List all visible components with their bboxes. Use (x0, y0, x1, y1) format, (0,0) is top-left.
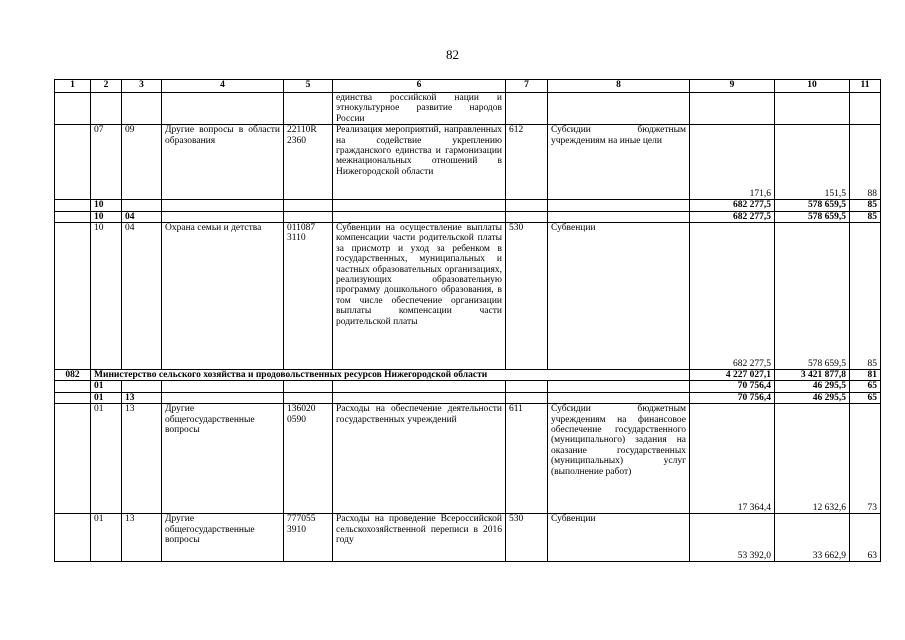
cell-col10: 578 659,5 (775, 200, 850, 211)
cell-col10: 33 662,9 (775, 514, 850, 562)
cell-col11 (850, 93, 881, 125)
cell-col6: Расходы на обеспечение деятельности государственных учреждений (333, 404, 506, 514)
cell-col4 (162, 93, 284, 125)
cell-col8 (548, 93, 690, 125)
cell-col9: 53 392,0 (690, 514, 775, 562)
cell-col8 (548, 211, 690, 222)
section-row (55, 392, 881, 403)
cell-col1 (55, 93, 91, 125)
cell-col8 (548, 200, 690, 211)
cell-col7 (506, 381, 548, 392)
cell-col10: 12 632,6 (775, 404, 850, 514)
cell-col3: 13 (122, 392, 162, 403)
cell-col6 (333, 381, 506, 392)
cell-col1 (55, 404, 91, 514)
cell-col6 (333, 211, 506, 222)
column-number: 9 (690, 80, 775, 93)
cell-col3: 04 (122, 211, 162, 222)
cell-col11: 88 (850, 125, 881, 200)
cell-col2: 10 (91, 211, 122, 222)
cell-col7: 530 (506, 223, 548, 370)
cell-col3 (122, 381, 162, 392)
cell-col2: 10 (91, 223, 122, 370)
cell-col10: 46 295,5 (775, 381, 850, 392)
cell-col3: 09 (122, 125, 162, 200)
cell-col5: 136020 0590 (284, 404, 333, 514)
cell-col10: 151,5 (775, 125, 850, 200)
cell-col1 (55, 125, 91, 200)
cell-col7: 530 (506, 514, 548, 562)
column-number: 8 (548, 80, 690, 93)
cell-col9: 17 364,4 (690, 404, 775, 514)
cell-col2 (91, 93, 122, 125)
cell-col1 (55, 223, 91, 370)
cell-col3: 13 (122, 514, 162, 562)
cell-col10: 578 659,5 (775, 223, 850, 370)
column-number: 1 (55, 80, 91, 93)
cell-col5: 011087 3110 (284, 223, 333, 370)
cell-col8: Субвенции (548, 223, 690, 370)
cell-col1 (55, 514, 91, 562)
ministry-code: 082 (55, 370, 91, 381)
cell-col3: 13 (122, 404, 162, 514)
column-number-row (55, 80, 881, 93)
cell-col2: 01 (91, 381, 122, 392)
cell-col6 (333, 200, 506, 211)
cell-col4: Другие вопросы в области образования (162, 125, 284, 200)
cell-col7 (506, 392, 548, 403)
cell-col9 (690, 93, 775, 125)
cell-col5 (284, 392, 333, 403)
cell-col9: 682 277,5 (690, 200, 775, 211)
cell-col5 (284, 211, 333, 222)
cell-col10: 3 421 877,8 (775, 370, 850, 381)
cell-col9: 4 227 027,1 (690, 370, 775, 381)
cell-col6: Расходы на проведение Всероссийской сельскохозяйственной переписи в 2016 году (333, 514, 506, 562)
cell-col4: Другие общегосударственные вопросы (162, 404, 284, 514)
cell-col7 (506, 200, 548, 211)
cell-col4 (162, 200, 284, 211)
cell-col10 (775, 93, 850, 125)
cell-col8 (548, 381, 690, 392)
column-number: 6 (333, 80, 506, 93)
cell-col11: 85 (850, 223, 881, 370)
cell-col4: Другие общегосударственные вопросы (162, 514, 284, 562)
cell-col2: 01 (91, 392, 122, 403)
cell-col3 (122, 93, 162, 125)
cell-col3: 04 (122, 223, 162, 370)
cell-col2: 01 (91, 404, 122, 514)
cell-col7: 611 (506, 404, 548, 514)
cell-col2: 07 (91, 125, 122, 200)
ministry-name: Министерство сельского хозяйства и продовольственных ресурсов Нижегородской области (91, 370, 690, 381)
cell-col1 (55, 381, 91, 392)
cell-col2: 10 (91, 200, 122, 211)
cell-col3 (122, 200, 162, 211)
cell-col11: 65 (850, 392, 881, 403)
cell-col9: 682 277,5 (690, 211, 775, 222)
column-number: 11 (850, 80, 881, 93)
budget-table (54, 79, 881, 562)
cell-col5 (284, 93, 333, 125)
cell-col1 (55, 392, 91, 403)
column-number: 7 (506, 80, 548, 93)
cell-col8: Субвенции (548, 514, 690, 562)
cell-col9: 171,6 (690, 125, 775, 200)
cell-col6: Субвенции на осуществление выплаты компенсации части родительской платы за присмотр и уход за ребенком в государственных, муниципальных и частных образовательных организациях, реализующих образовательную программу дошкольного образования, в том числе обеспечение организации выплаты компенсации части родительской платы (333, 223, 506, 370)
column-number: 10 (775, 80, 850, 93)
cell-col5: 777055 3910 (284, 514, 333, 562)
cell-col1 (55, 200, 91, 211)
cell-col6: единства российской нации и этнокультурное развитие народов России (333, 93, 506, 125)
column-number: 4 (162, 80, 284, 93)
cell-col11: 81 (850, 370, 881, 381)
cell-col8: Субсидии бюджетным учреждениям на иные цели (548, 125, 690, 200)
cell-col6 (333, 392, 506, 403)
cell-col5 (284, 200, 333, 211)
cell-col8 (548, 392, 690, 403)
cell-col10: 46 295,5 (775, 392, 850, 403)
column-number: 2 (91, 80, 122, 93)
cell-col5: 22110R 2360 (284, 125, 333, 200)
table-row (55, 93, 881, 125)
cell-col4 (162, 392, 284, 403)
cell-col11: 65 (850, 381, 881, 392)
section-row (55, 211, 881, 222)
cell-col5 (284, 381, 333, 392)
cell-col10: 578 659,5 (775, 211, 850, 222)
table-row (55, 404, 881, 514)
cell-col4: Охрана семьи и детства (162, 223, 284, 370)
table-row (55, 223, 881, 370)
cell-col1 (55, 211, 91, 222)
column-number: 5 (284, 80, 333, 93)
cell-col11: 63 (850, 514, 881, 562)
page-number: 82 (446, 47, 459, 62)
column-number: 3 (122, 80, 162, 93)
table-body (55, 80, 881, 562)
cell-col9: 70 756,4 (690, 392, 775, 403)
cell-col11: 85 (850, 200, 881, 211)
cell-col4 (162, 381, 284, 392)
table-row (55, 125, 881, 200)
ministry-row (55, 370, 881, 381)
cell-col7: 612 (506, 125, 548, 200)
cell-col8: Субсидии бюджетным учреждениям на финансовое обеспечение государственного (муниципального) задания на оказание государственных (муниципальных) услуг (выполнение работ) (548, 404, 690, 514)
cell-col9: 70 756,4 (690, 381, 775, 392)
section-row (55, 200, 881, 211)
cell-col4 (162, 211, 284, 222)
cell-col7 (506, 93, 548, 125)
cell-col2: 01 (91, 514, 122, 562)
cell-col11: 85 (850, 211, 881, 222)
cell-col11: 73 (850, 404, 881, 514)
cell-col9: 682 277,5 (690, 223, 775, 370)
table-row (55, 514, 881, 562)
cell-col7 (506, 211, 548, 222)
section-row (55, 381, 881, 392)
cell-col6: Реализация мероприятий, направленных на содействие укреплению гражданского единства и гармонизации межнациональных отношений в Нижегородской области (333, 125, 506, 200)
